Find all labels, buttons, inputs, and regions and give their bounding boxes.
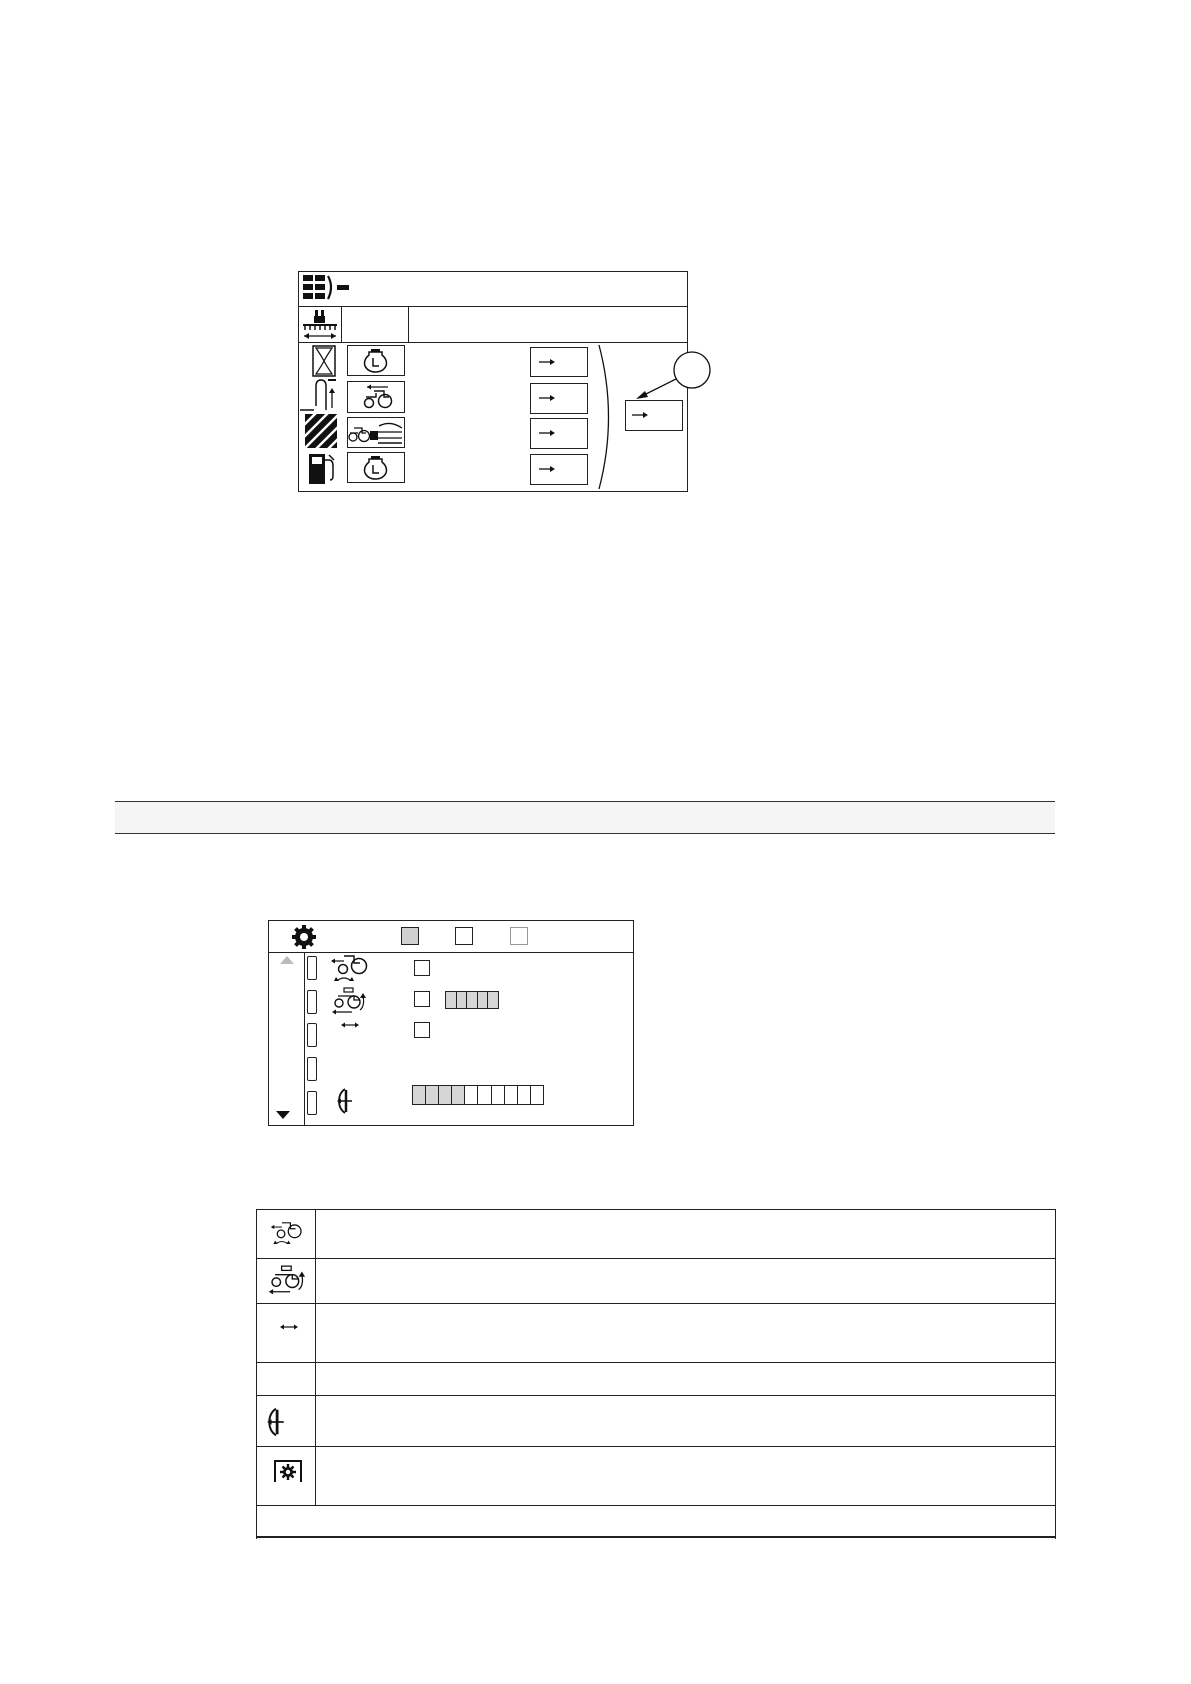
value-segment-bar[interactable] [412,1085,544,1105]
divider [304,952,305,1126]
section-heading-band [115,801,1055,834]
table-divider [315,1209,316,1506]
hitch-icon [266,1406,286,1438]
tractor-baler-button[interactable] [347,417,405,448]
tractor-baler-icon [348,418,403,446]
value-segment-bar[interactable] [445,991,499,1009]
tractor-turn-icon [266,1264,310,1296]
row-selector-slot[interactable] [307,1023,317,1047]
arrow-next-button[interactable] [530,454,588,485]
engine-lamp-icon [348,346,403,374]
arrow-next-button[interactable] [530,418,588,449]
row-checkbox[interactable] [414,1022,430,1038]
row-checkbox[interactable] [414,991,430,1007]
engine-lamp-button[interactable] [347,345,405,376]
table-row [256,1303,1056,1304]
arrow-next-button[interactable] [530,383,588,414]
width-arrows-icon [340,1020,360,1030]
scroll-down-icon[interactable] [275,1110,291,1120]
tractor-reverse-button[interactable] [347,381,405,413]
scroll-up-icon[interactable] [279,955,295,965]
arrow-right-icon [531,348,586,375]
row-selector-slot[interactable] [307,1091,317,1115]
page-indicator-active[interactable] [401,927,419,945]
table-row [256,1395,1056,1396]
table-row [256,1258,1056,1259]
row-checkbox[interactable] [414,960,430,976]
arrow-next-combined-button[interactable] [625,400,683,431]
menu-grid-icon[interactable] [302,274,352,302]
hourglass-icon [312,345,336,377]
tractor-steer-icon [330,953,370,983]
table-row [256,1362,1056,1363]
tractor-reverse-icon [348,382,403,411]
table-row [256,1505,1056,1506]
u-turn-icon [300,378,338,412]
table-row [256,1446,1056,1447]
settings-gear-icon[interactable] [291,924,317,950]
sprayer-boom-icon [301,308,339,340]
fuel-pump-icon [307,452,337,486]
divider [408,306,409,342]
page-indicator-disabled[interactable] [510,927,528,945]
hitch-icon [336,1087,354,1115]
arrow-right-icon [626,401,681,429]
width-arrows-icon [279,1322,299,1332]
tractor-turn-icon [330,986,370,1016]
hatched-area-icon [305,414,337,448]
arrow-right-icon [531,384,586,412]
row-selector-slot[interactable] [307,990,317,1014]
divider [298,306,688,307]
engine-lamp-icon [348,453,403,481]
row-selector-slot[interactable] [307,1057,317,1081]
divider [268,952,634,953]
arrow-right-icon [531,419,586,447]
settings-box-icon [272,1458,304,1484]
engine-lamp-button[interactable] [347,452,405,483]
arrow-next-button[interactable] [530,347,588,377]
table-bottom-rule [256,1536,1056,1538]
page-indicator[interactable] [455,927,473,945]
divider [341,306,342,342]
tractor-steer-icon [270,1219,304,1247]
arrow-right-icon [531,455,586,483]
row-selector-slot[interactable] [307,956,317,980]
